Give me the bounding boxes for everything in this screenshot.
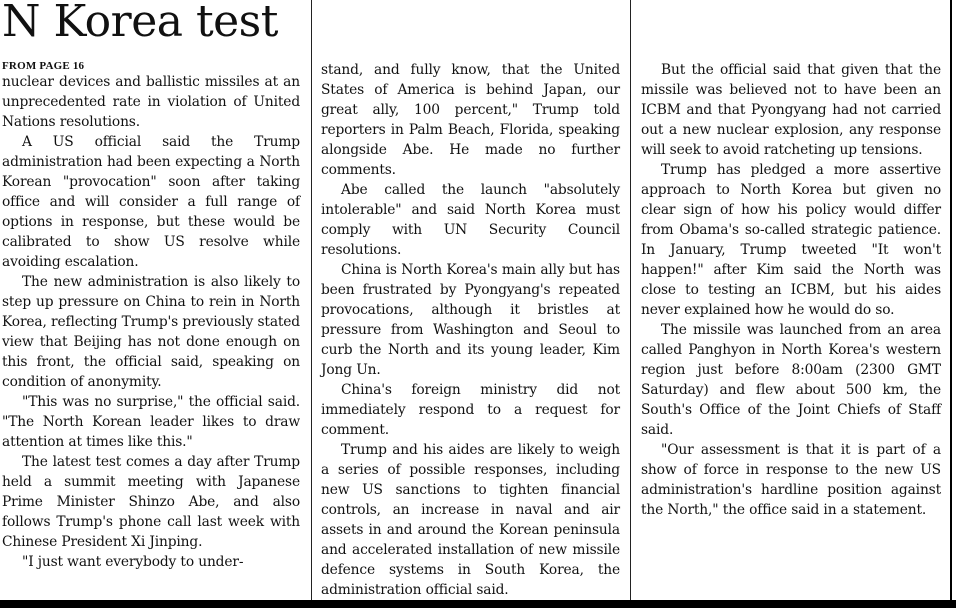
paragraph: A US official said the Trump administration had been expecting a North Korean "provocation" soon after taking office and will consider a full range of options in response, but these would be calibrated to show US resolve while avoiding escalation.: [2, 134, 300, 270]
paragraph: "This was no surprise," the official said. "The North Korean leader likes to draw attention at times like this.": [2, 394, 300, 450]
article-column-2: [321, 60, 620, 600]
column-rule-2: [630, 0, 631, 600]
paragraph: nuclear devices and ballistic missiles at an unprecedented rate in violation of United Nations resolutions.: [2, 74, 300, 130]
paragraph: The missile was launched from an area called Panghyon in North Korea's western region just before 8:00am (2300 GMT Saturday) and flew about 500 km, the South's Office of the Joint Chiefs of Staff said.: [641, 322, 941, 438]
paragraph: But the official said that given that the missile was believed not to have been an ICBM and that Pyongyang had not carried out a new nuclear explosion, any response will seek to avoid ratcheting up tensions.: [641, 62, 941, 158]
paragraph: "Our assessment is that it is part of a show of force in response to the new US administration's hardline position against the North," the office said in a statement.: [641, 442, 941, 518]
paragraph: The new administration is also likely to step up pressure on China to rein in North Korea, reflecting Trump's previously stated view that Beijing has not done enough on this front, the official said, speaking on condition of anonymity.: [2, 274, 300, 390]
page-edge-rule: [950, 0, 952, 600]
headline: N Korea test: [2, 0, 278, 47]
paragraph: stand, and fully know, that the United States of America is behind Japan, our great ally, 100 percent," Trump told reporters in Palm Beach, Florida, speaking alongside Abe. He made no further comments.: [321, 62, 620, 178]
continued-from-label: FROM PAGE 16: [2, 60, 85, 72]
article-column-3: [641, 60, 941, 520]
article-column-1: [2, 60, 300, 572]
paragraph: China's foreign ministry did not immediately respond to a request for comment.: [321, 382, 620, 438]
paragraph: China is North Korea's main ally but has been frustrated by Pyongyang's repeated provocations, although it bristles at pressure from Washington and Seoul to curb the North and its young leader, Kim Jong Un.: [321, 262, 620, 378]
paragraph: Trump and his aides are likely to weigh a series of possible responses, including new US sanctions to tighten financial controls, an increase in naval and air assets in and around the Korean peninsula and accelerated installation of new missile defence systems in South Korea, the administration official said.: [321, 442, 620, 598]
paragraph: Abe called the launch "absolutely intolerable" and said North Korea must comply with UN Security Council resolutions.: [321, 182, 620, 258]
page-bottom-border: [0, 600, 956, 608]
paragraph: Trump has pledged a more assertive approach to North Korea but given no clear sign of how his policy would differ from Obama's so-called strategic patience. In January, Trump tweeted "It won't happen!" after Kim said the North was close to testing an ICBM, but his aides never explained how he would do so.: [641, 162, 941, 318]
column-rule-1: [311, 0, 312, 600]
paragraph: "I just want everybody to under-: [22, 554, 244, 570]
paragraph: The latest test comes a day after Trump held a summit meeting with Japanese Prime Minister Shinzo Abe, and also follows Trump's phone call last week with Chinese President Xi Jinping.: [2, 454, 300, 550]
